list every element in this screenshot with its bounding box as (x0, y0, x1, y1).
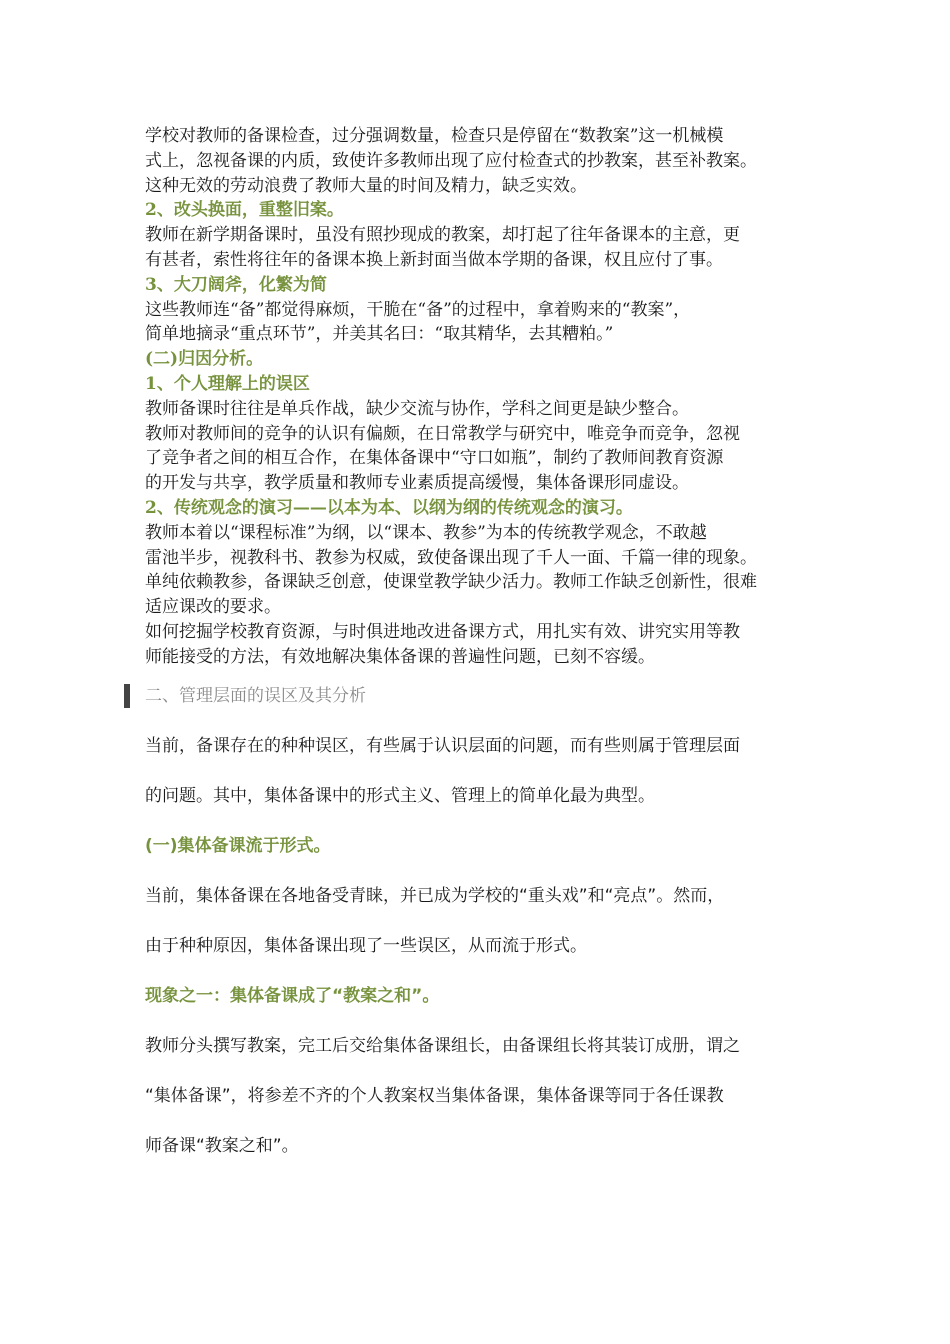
text-line-container (145, 1034, 810, 1059)
section-title: 二、管理层面的误区及其分析 (145, 686, 366, 706)
paragraph-line: 式上，忽视备课的内质，致使许多教师出现了应付检查式的抄教案，甚至补教案。 (145, 150, 757, 171)
text-line-container (145, 934, 810, 959)
paragraph-line: 教师在新学期备课时，虽没有照抄现成的教案，却打起了往年备课本的主意，更 (145, 225, 740, 246)
paragraph-line: 当前，集体备课在各地备受青睐，并已成为学校的“重头戏”和“亮点”。然而， (145, 886, 725, 906)
paragraph-line: “集体备课”，将参差不齐的个人教案权当集体备课，集体备课等同于各任课教 (145, 1086, 724, 1106)
section-marker-bar (124, 684, 130, 708)
subheading-analysis-1: 1、个人理解上的误区 (145, 373, 310, 394)
text-line-container (145, 784, 810, 809)
text-block-part2 (145, 734, 810, 759)
subheading-phenomenon-1: 现象之一：集体备课成了“教案之和”。 (145, 986, 440, 1006)
paragraph-line: 教师分头撰写教案，完工后交给集体备课组长，由备课组长将其装订成册，谓之 (145, 1036, 740, 1056)
paragraph-line: 这些教师连“备”都觉得麻烦，干脆在“备”的过程中，拿着购来的“教案”， (145, 299, 691, 320)
paragraph-line: 师能接受的方法，有效地解决集体备课的普遍性问题，已刻不容缓。 (145, 646, 655, 667)
subheading-2: 2、改头换面，重整旧案。 (145, 200, 344, 221)
text-line-container (145, 1134, 810, 1159)
paragraph-line: 教师对教师间的竞争的认识有偏颇，在日常教学与研究中，唯竞争而竞争，忽视 (145, 423, 740, 444)
text-line-container (145, 834, 810, 859)
paragraph-line: 教师本着以“课程标准”为纲，以“课本、教参”为本的传统教学观念，不敢越 (145, 522, 707, 543)
subheading-form: (一)集体备课流于形式。 (145, 836, 331, 856)
paragraph-line: 师备课“教案之和”。 (145, 1136, 299, 1156)
subheading-3: 3、大刀阔斧，化繁为简 (145, 274, 327, 295)
text-line-container (145, 984, 810, 1009)
text-line-container (145, 1084, 810, 1109)
paragraph-line: 如何挖掘学校教育资源，与时俱进地改进备课方式，用扎实有效、讲究实用等教 (145, 621, 740, 642)
text-line-container (145, 884, 810, 909)
paragraph-line: 由于种种原因，集体备课出现了一些误区，从而流于形式。 (145, 936, 587, 956)
subheading-analysis: (二)归因分析。 (145, 349, 264, 370)
paragraph-line: 了竞争者之间的相互合作，在集体备课中“守口如瓶”，制约了教师间教育资源 (145, 448, 724, 469)
paragraph-line: 单纯依赖教参，备课缺乏创意，使课堂教学缺少活力。教师工作缺乏创新性，很难 (145, 572, 757, 593)
text-block-part1 (145, 124, 810, 670)
paragraph-line: 简单地摘录“重点环节”，并美其名曰：“取其精华，去其糟粕。” (145, 324, 614, 345)
paragraph-line: 有甚者，索性将往年的备课本换上新封面当做本学期的备课，权且应付了事。 (145, 249, 723, 270)
paragraph-line: 雷池半步，视教科书、教参为权威，致使备课出现了千人一面、千篇一律的现象。 (145, 547, 757, 568)
paragraph-line: 教师备课时往往是单兵作战，缺少交流与协作，学科之间更是缺少整合。 (145, 398, 689, 419)
paragraph-line: 的问题。其中，集体备课中的形式主义、管理上的简单化最为典型。 (145, 786, 655, 806)
paragraph-line: 的开发与共享，教学质量和教师专业素质提高缓慢，集体备课形同虚设。 (145, 473, 689, 494)
subheading-analysis-2: 2、传统观念的演习——以本为本、以纲为纲的传统观念的演习。 (145, 497, 633, 518)
paragraph-line: 学校对教师的备课检查，过分强调数量，检查只是停留在“数教案”这一机械模 (145, 126, 724, 146)
paragraph-line: 当前，备课存在的种种误区，有些属于认识层面的问题，而有些则属于管理层面 (145, 736, 740, 756)
paragraph-line: 这种无效的劳动浪费了教师大量的时间及精力，缺乏实效。 (145, 175, 587, 196)
paragraph-line: 适应课改的要求。 (145, 597, 281, 618)
